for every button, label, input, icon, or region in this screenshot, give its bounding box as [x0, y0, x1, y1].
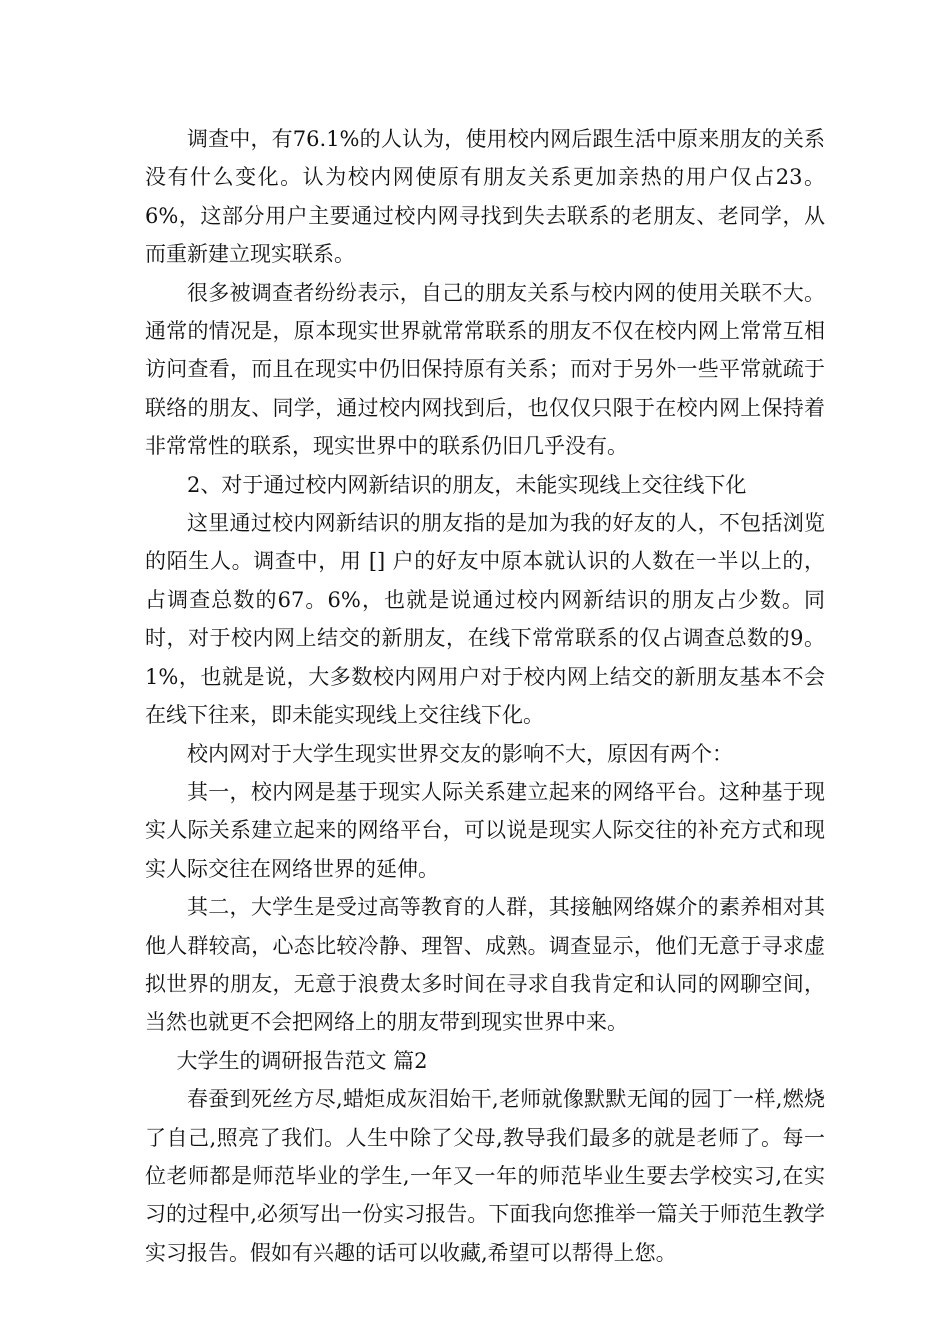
paragraph-friend-relation: 很多被调查者纷纷表示，自己的朋友关系与校内网的使用关联不大。通常的情况是，原本现实世界就常常联系的朋友不仅在校内网上常常互相访问查看，而且在现实中仍旧保持原有关系；而对于另外一些平常就疏于联络的朋友、同学，通过校内网找到后，也仅仅只限于在校内网上保持着非常常性的联系，现实世界中的联系仍旧几乎没有。: [145, 280, 825, 459]
paragraph-reason-one: 其一，校内网是基于现实人际关系建立起来的网络平台。这种基于现实人际关系建立起来的网络平台，可以说是现实人际交往的补充方式和现实人际交往在网络世界的延伸。: [145, 779, 825, 881]
paragraph-reason-two: 其二，大学生是受过高等教育的人群，其接触网络媒介的素养相对其他人群较高，心态比较冷静、理智、成熟。调查显示，他们无意于寻求虚拟世界的朋友，无意于浪费太多时间在寻求自我肯定和认同的网聊空间，当然也就更不会把网络上的朋友带到现实世界中来。: [145, 895, 825, 1035]
paragraph-subheading-offline: 2、对于通过校内网新结识的朋友，未能实现线上交往线下化: [187, 472, 747, 497]
paragraph-survey-result: 调查中，有76.1%的人认为，使用校内网后跟生活中原来朋友的关系没有什么变化。认为校内网使原有朋友关系更加亲热的用户仅占23。6%，这部分用户主要通过校内网寻找到失去联系的老朋友、老同学，从而重新建立现实联系。: [145, 127, 825, 267]
paragraph-new-friends: 这里通过校内网新结识的朋友指的是加为我的好友的人，不包括浏览的陌生人。调查中，用 [] 户的好友中原本就认识的人数在一半以上的，占调查总数的67。6%，也就是说通过校内网新结识的朋友占少数。同时，对于校内网上结交的新朋友，在线下常常联系的仅占调查总数的9。1%，也就是说，大多数校内网用户对于校内网上结交的新朋友基本不会在线下往来，即未能实现线上交往线下化。: [145, 511, 825, 728]
paragraph-closing: 春蚕到死丝方尽,蜡炬成灰泪始干,老师就像默默无闻的园丁一样,燃烧了自己,照亮了我们。人生中除了父母,教导我们最多的就是老师了。每一位老师都是师范毕业的学生,一年又一年的师范毕业生要去学校实习,在实习的过程中,必须写出一份实习报告。下面我向您推举一篇关于师范生教学实习报告。假如有兴趣的话可以收藏,希望可以帮得上您。: [145, 1087, 825, 1265]
section-heading: 大学生的调研报告范文 篇2: [176, 1048, 428, 1073]
paragraph-two-reasons: 校内网对于大学生现实世界交友的影响不大，原因有两个：: [187, 741, 733, 766]
document-page: [145, 120, 825, 1272]
